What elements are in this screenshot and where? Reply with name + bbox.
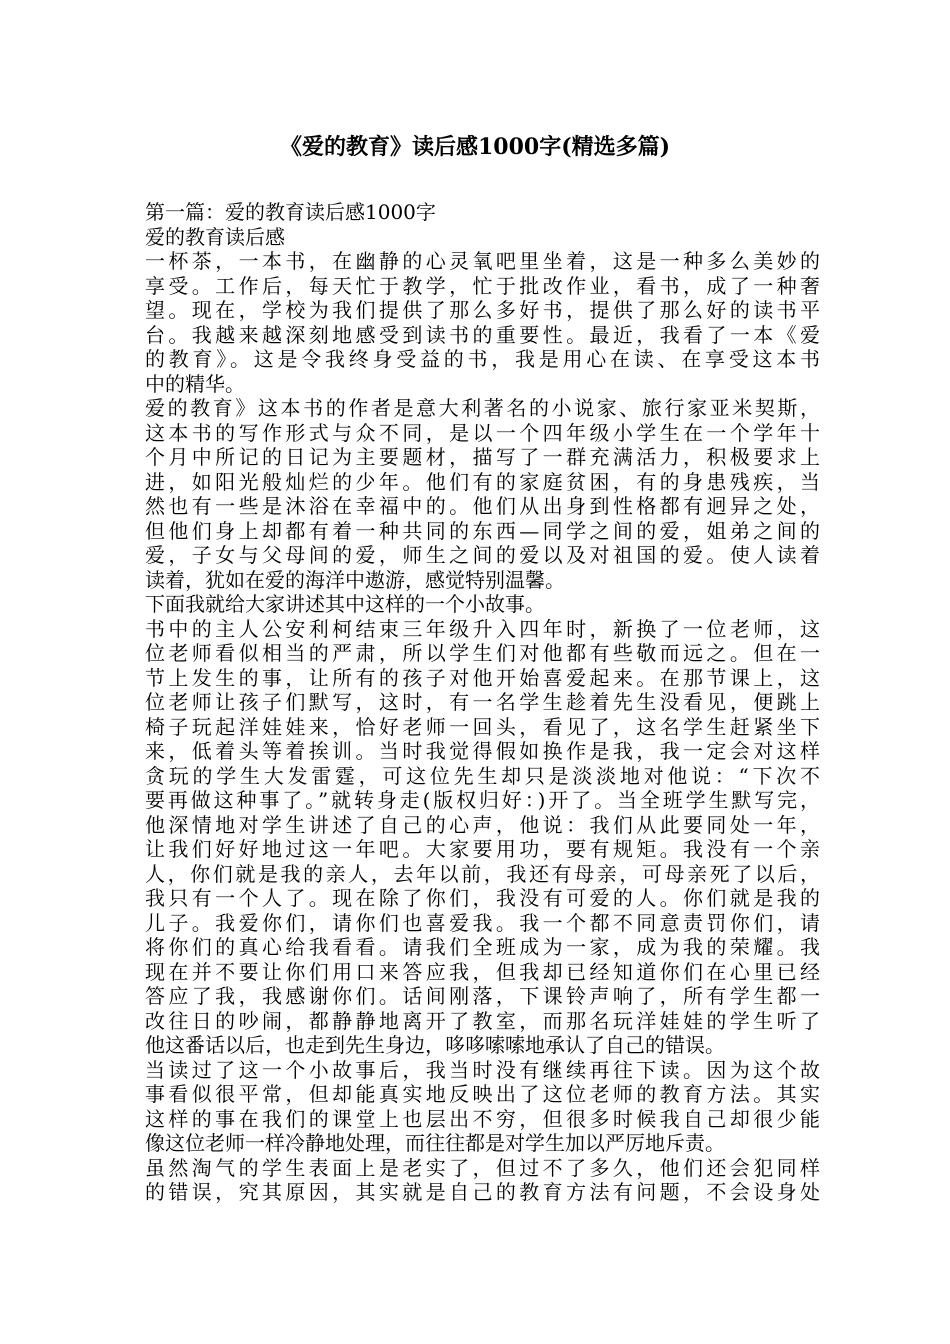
text-line: 我只有一个人了。现在除了你们，我没有可爱的人。你们就是我的 (145, 886, 820, 910)
text-line: 要再做这种事了。”就转身走(版权归好：)开了。当全班学生默写完， (145, 788, 820, 812)
text-line: 的错误，究其原因，其实就是自己的教育方法有问题，不会设身处 (145, 1180, 820, 1204)
text-line: 第一篇：爱的教育读后感1000字 (145, 200, 436, 224)
text-line: 节上发生的事，让所有的孩子对他开始喜爱起来。在那节课上，这 (145, 665, 820, 690)
text-line: 椅子玩起洋娃娃来，恰好老师一回头，看见了，这名学生赶紧坐下 (145, 714, 820, 739)
text-line: 他这番话以后，也走到先生身边，哆哆嗦嗦地承认了自己的错误。 (145, 1033, 725, 1057)
text-line: 将你们的真心给我看看。请我们全班成为一家，成为我的荣耀。我 (145, 935, 820, 959)
text-line: 爱的教育读后感 (145, 224, 285, 249)
text-line: 一杯茶，一本书，在幽静的心灵氧吧里坐着，这是一种多么美妙的 (145, 249, 820, 273)
text-line: 改往日的吵闹，都静静地离开了教室，而那名玩洋娃娃的学生听了 (145, 1008, 820, 1033)
text-line: 这样的事在我们的课堂上也层出不穷，但很多时候我自己却很少能 (145, 1106, 820, 1131)
text-line: 儿子。我爱你们，请你们也喜爱我。我一个都不同意责罚你们，请 (145, 910, 820, 935)
text-line: 贪玩的学生大发雷霆，可这位先生却只是淡淡地对他说：“下次不 (145, 763, 820, 788)
text-line: 这本书的写作形式与众不同，是以一个四年级小学生在一个学年十 (145, 420, 820, 445)
text-line: 位老师让孩子们默写，这时，有一名学生趁着先生没看见，便跳上 (145, 690, 820, 714)
text-line: 但他们身上却都有着一种共同的东西—同学之间的爱，姐弟之间的 (145, 518, 820, 543)
text-line: 台。我越来越深刻地感受到读书的重要性。最近，我看了一本《爱 (145, 322, 820, 347)
document-title: 《爱的教育》读后感1000字(精选多篇) (279, 134, 671, 160)
text-line: 爱，子女与父母间的爱，师生之间的爱以及对祖国的爱。使人读着 (145, 543, 820, 567)
text-line: 享受。工作后，每天忙于教学，忙于批改作业，看书，成了一种奢 (145, 273, 820, 298)
text-line: 让我们好好地过这一年吧。大家要用功，要有规矩。我没有一个亲 (145, 837, 820, 861)
text-line: 位老师看似相当的严肃，所以学生们对他都有些敬而远之。但在一 (145, 641, 820, 665)
text-line: 读着，犹如在爱的海洋中遨游，感觉特别温馨。 (145, 567, 565, 592)
text-line: 然也有一些是沐浴在幸福中的。他们从出身到性格都有迥异之处， (145, 494, 820, 518)
text-line: 进，如阳光般灿烂的少年。他们有的家庭贫困，有的身患残疾，当 (145, 469, 820, 494)
text-line: 的教育》。这是令我终身受益的书，我是用心在读、在享受这本书 (145, 347, 820, 371)
text-line: 现在并不要让你们用口来答应我，但我却已经知道你们在心里已经 (145, 959, 820, 984)
text-line: 他深情地对学生讲述了自己的心声，他说：我们从此要同处一年， (145, 812, 820, 837)
text-line: 个月中所记的日记为主要题材，描写了一群充满活力，积极要求上 (145, 445, 820, 469)
text-line: 人，你们就是我的亲人，去年以前，我还有母亲，可母亲死了以后， (145, 861, 820, 886)
text-line: 像这位老师一样冷静地处理，而往往都是对学生加以严厉地斥责。 (145, 1131, 725, 1155)
text-line: 虽然淘气的学生表面上是老实了，但过不了多久，他们还会犯同样 (145, 1155, 820, 1180)
text-line: 事看似很平常，但却能真实地反映出了这位老师的教育方法。其实 (145, 1082, 820, 1106)
text-line: 来，低着头等着挨训。当时我觉得假如换作是我，我一定会对这样 (145, 739, 820, 763)
text-line: 望。现在，学校为我们提供了那么多好书，提供了那么好的读书平 (145, 298, 820, 322)
text-line: 中的精华。 (145, 371, 245, 396)
text-line: 下面我就给大家讲述其中这样的一个小故事。 (145, 592, 545, 616)
text-line: 书中的主人公安利柯结束三年级升入四年时，新换了一位老师，这 (145, 616, 820, 641)
document-body (145, 200, 820, 1205)
text-line: 当读过了这一个小故事后，我当时没有继续再往下读。因为这个故 (145, 1057, 820, 1082)
text-line: 爱的教育》这本书的作者是意大利著名的小说家、旅行家亚米契斯， (145, 396, 820, 420)
text-line: 答应了我，我感谢你们。话间刚落，下课铃声响了，所有学生都一 (145, 984, 820, 1008)
